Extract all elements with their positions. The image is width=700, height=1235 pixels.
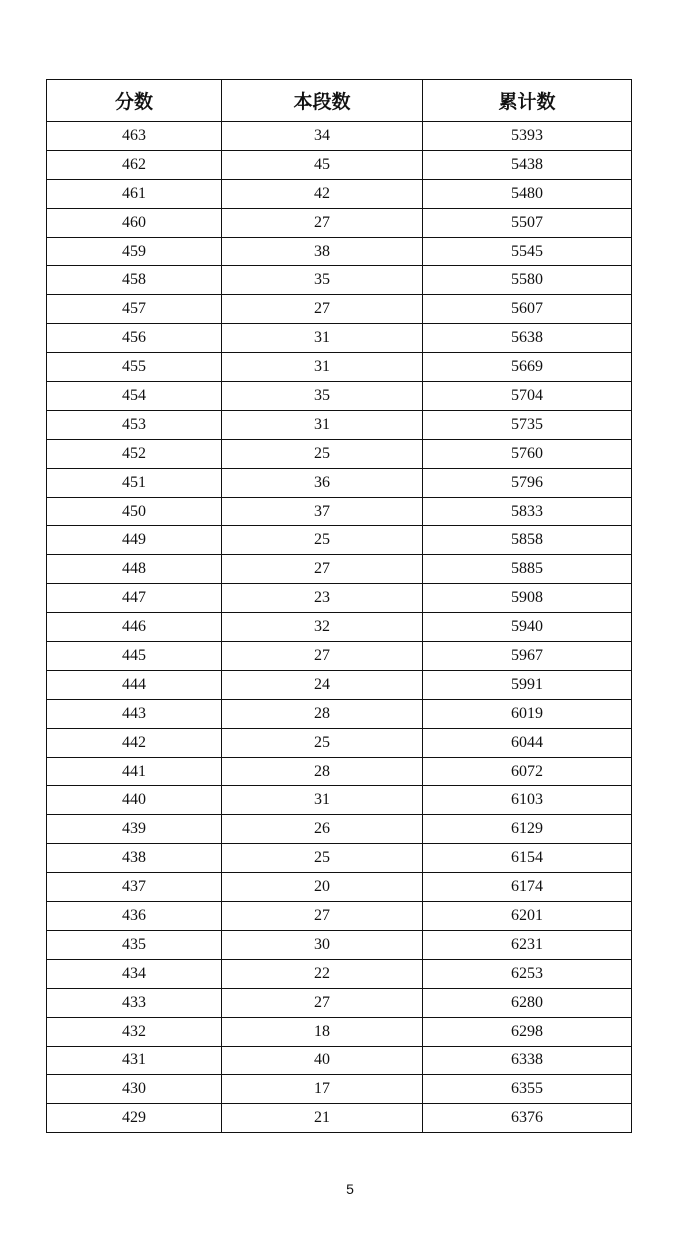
table-row bbox=[47, 584, 632, 613]
header-cumulative-count: 累计数 bbox=[423, 80, 632, 122]
cell-cumulative-count: 6298 bbox=[423, 1017, 632, 1046]
cell-score: 456 bbox=[47, 324, 222, 353]
cell-segment-count: 36 bbox=[222, 468, 423, 497]
cell-score: 440 bbox=[47, 786, 222, 815]
cell-segment-count: 38 bbox=[222, 237, 423, 266]
cell-segment-count: 31 bbox=[222, 353, 423, 382]
cell-score: 433 bbox=[47, 988, 222, 1017]
cell-score: 460 bbox=[47, 208, 222, 237]
cell-score: 461 bbox=[47, 179, 222, 208]
cell-segment-count: 37 bbox=[222, 497, 423, 526]
header-score: 分数 bbox=[47, 80, 222, 122]
table-row bbox=[47, 844, 632, 873]
cell-cumulative-count: 5858 bbox=[423, 526, 632, 555]
table-row bbox=[47, 1075, 632, 1104]
table-row bbox=[47, 468, 632, 497]
cell-segment-count: 27 bbox=[222, 295, 423, 324]
table-header bbox=[47, 80, 632, 122]
table-row bbox=[47, 324, 632, 353]
cell-segment-count: 25 bbox=[222, 439, 423, 468]
cell-segment-count: 35 bbox=[222, 382, 423, 411]
table-row bbox=[47, 526, 632, 555]
cell-cumulative-count: 5967 bbox=[423, 642, 632, 671]
cell-segment-count: 25 bbox=[222, 728, 423, 757]
cell-cumulative-count: 5580 bbox=[423, 266, 632, 295]
table-row bbox=[47, 410, 632, 439]
score-distribution-table bbox=[46, 79, 632, 1133]
table-row bbox=[47, 150, 632, 179]
cell-segment-count: 17 bbox=[222, 1075, 423, 1104]
cell-score: 459 bbox=[47, 237, 222, 266]
cell-cumulative-count: 5607 bbox=[423, 295, 632, 324]
table-row bbox=[47, 642, 632, 671]
cell-score: 447 bbox=[47, 584, 222, 613]
cell-cumulative-count: 5480 bbox=[423, 179, 632, 208]
cell-score: 451 bbox=[47, 468, 222, 497]
cell-segment-count: 27 bbox=[222, 902, 423, 931]
table-body bbox=[47, 122, 632, 1133]
table-row bbox=[47, 266, 632, 295]
cell-cumulative-count: 6376 bbox=[423, 1104, 632, 1133]
cell-cumulative-count: 5833 bbox=[423, 497, 632, 526]
table-row bbox=[47, 555, 632, 584]
cell-cumulative-count: 5908 bbox=[423, 584, 632, 613]
cell-cumulative-count: 5991 bbox=[423, 670, 632, 699]
cell-segment-count: 27 bbox=[222, 555, 423, 584]
cell-score: 443 bbox=[47, 699, 222, 728]
table-row bbox=[47, 1046, 632, 1075]
table-row bbox=[47, 353, 632, 382]
cell-cumulative-count: 6072 bbox=[423, 757, 632, 786]
cell-score: 429 bbox=[47, 1104, 222, 1133]
cell-score: 436 bbox=[47, 902, 222, 931]
table-row bbox=[47, 382, 632, 411]
cell-cumulative-count: 5735 bbox=[423, 410, 632, 439]
cell-cumulative-count: 6280 bbox=[423, 988, 632, 1017]
cell-cumulative-count: 5760 bbox=[423, 439, 632, 468]
table-row bbox=[47, 295, 632, 324]
cell-cumulative-count: 6154 bbox=[423, 844, 632, 873]
cell-score: 463 bbox=[47, 122, 222, 151]
cell-segment-count: 34 bbox=[222, 122, 423, 151]
cell-cumulative-count: 5885 bbox=[423, 555, 632, 584]
cell-cumulative-count: 5669 bbox=[423, 353, 632, 382]
table-row bbox=[47, 959, 632, 988]
table-row bbox=[47, 786, 632, 815]
cell-segment-count: 25 bbox=[222, 526, 423, 555]
page-number: 5 bbox=[346, 1181, 354, 1197]
cell-score: 432 bbox=[47, 1017, 222, 1046]
cell-cumulative-count: 6019 bbox=[423, 699, 632, 728]
cell-score: 448 bbox=[47, 555, 222, 584]
table-row bbox=[47, 208, 632, 237]
cell-cumulative-count: 5507 bbox=[423, 208, 632, 237]
cell-score: 462 bbox=[47, 150, 222, 179]
cell-segment-count: 22 bbox=[222, 959, 423, 988]
table-row bbox=[47, 902, 632, 931]
cell-score: 439 bbox=[47, 815, 222, 844]
cell-segment-count: 28 bbox=[222, 699, 423, 728]
cell-score: 455 bbox=[47, 353, 222, 382]
cell-score: 453 bbox=[47, 410, 222, 439]
cell-score: 442 bbox=[47, 728, 222, 757]
header-segment-count: 本段数 bbox=[222, 80, 423, 122]
cell-cumulative-count: 5796 bbox=[423, 468, 632, 497]
table-row bbox=[47, 670, 632, 699]
cell-score: 437 bbox=[47, 873, 222, 902]
cell-segment-count: 28 bbox=[222, 757, 423, 786]
cell-segment-count: 31 bbox=[222, 324, 423, 353]
cell-cumulative-count: 5704 bbox=[423, 382, 632, 411]
cell-segment-count: 31 bbox=[222, 786, 423, 815]
cell-score: 458 bbox=[47, 266, 222, 295]
table-row bbox=[47, 1104, 632, 1133]
cell-segment-count: 27 bbox=[222, 208, 423, 237]
cell-score: 449 bbox=[47, 526, 222, 555]
cell-score: 445 bbox=[47, 642, 222, 671]
table-row bbox=[47, 699, 632, 728]
table-row bbox=[47, 815, 632, 844]
cell-cumulative-count: 5545 bbox=[423, 237, 632, 266]
table-row bbox=[47, 497, 632, 526]
table-row bbox=[47, 613, 632, 642]
cell-score: 446 bbox=[47, 613, 222, 642]
cell-segment-count: 32 bbox=[222, 613, 423, 642]
cell-segment-count: 30 bbox=[222, 930, 423, 959]
cell-segment-count: 40 bbox=[222, 1046, 423, 1075]
table-row bbox=[47, 179, 632, 208]
cell-cumulative-count: 6253 bbox=[423, 959, 632, 988]
cell-score: 452 bbox=[47, 439, 222, 468]
cell-score: 430 bbox=[47, 1075, 222, 1104]
cell-score: 438 bbox=[47, 844, 222, 873]
table-row bbox=[47, 757, 632, 786]
cell-cumulative-count: 6338 bbox=[423, 1046, 632, 1075]
cell-cumulative-count: 5438 bbox=[423, 150, 632, 179]
cell-segment-count: 21 bbox=[222, 1104, 423, 1133]
cell-score: 431 bbox=[47, 1046, 222, 1075]
cell-segment-count: 18 bbox=[222, 1017, 423, 1046]
table-row bbox=[47, 873, 632, 902]
cell-cumulative-count: 5393 bbox=[423, 122, 632, 151]
cell-cumulative-count: 6201 bbox=[423, 902, 632, 931]
table-row bbox=[47, 439, 632, 468]
cell-segment-count: 26 bbox=[222, 815, 423, 844]
cell-cumulative-count: 6174 bbox=[423, 873, 632, 902]
header-row bbox=[47, 80, 632, 122]
cell-segment-count: 23 bbox=[222, 584, 423, 613]
cell-cumulative-count: 6044 bbox=[423, 728, 632, 757]
table-row bbox=[47, 930, 632, 959]
table-row bbox=[47, 237, 632, 266]
cell-score: 450 bbox=[47, 497, 222, 526]
cell-score: 435 bbox=[47, 930, 222, 959]
cell-segment-count: 35 bbox=[222, 266, 423, 295]
cell-cumulative-count: 6129 bbox=[423, 815, 632, 844]
cell-segment-count: 42 bbox=[222, 179, 423, 208]
table-row bbox=[47, 728, 632, 757]
table-row bbox=[47, 988, 632, 1017]
cell-score: 457 bbox=[47, 295, 222, 324]
table-row bbox=[47, 1017, 632, 1046]
cell-cumulative-count: 5638 bbox=[423, 324, 632, 353]
cell-segment-count: 20 bbox=[222, 873, 423, 902]
cell-segment-count: 25 bbox=[222, 844, 423, 873]
cell-segment-count: 31 bbox=[222, 410, 423, 439]
cell-cumulative-count: 6355 bbox=[423, 1075, 632, 1104]
cell-segment-count: 27 bbox=[222, 642, 423, 671]
cell-segment-count: 24 bbox=[222, 670, 423, 699]
cell-cumulative-count: 5940 bbox=[423, 613, 632, 642]
cell-score: 441 bbox=[47, 757, 222, 786]
cell-score: 444 bbox=[47, 670, 222, 699]
cell-segment-count: 27 bbox=[222, 988, 423, 1017]
cell-score: 454 bbox=[47, 382, 222, 411]
cell-segment-count: 45 bbox=[222, 150, 423, 179]
cell-cumulative-count: 6231 bbox=[423, 930, 632, 959]
cell-cumulative-count: 6103 bbox=[423, 786, 632, 815]
cell-score: 434 bbox=[47, 959, 222, 988]
table-row bbox=[47, 122, 632, 151]
